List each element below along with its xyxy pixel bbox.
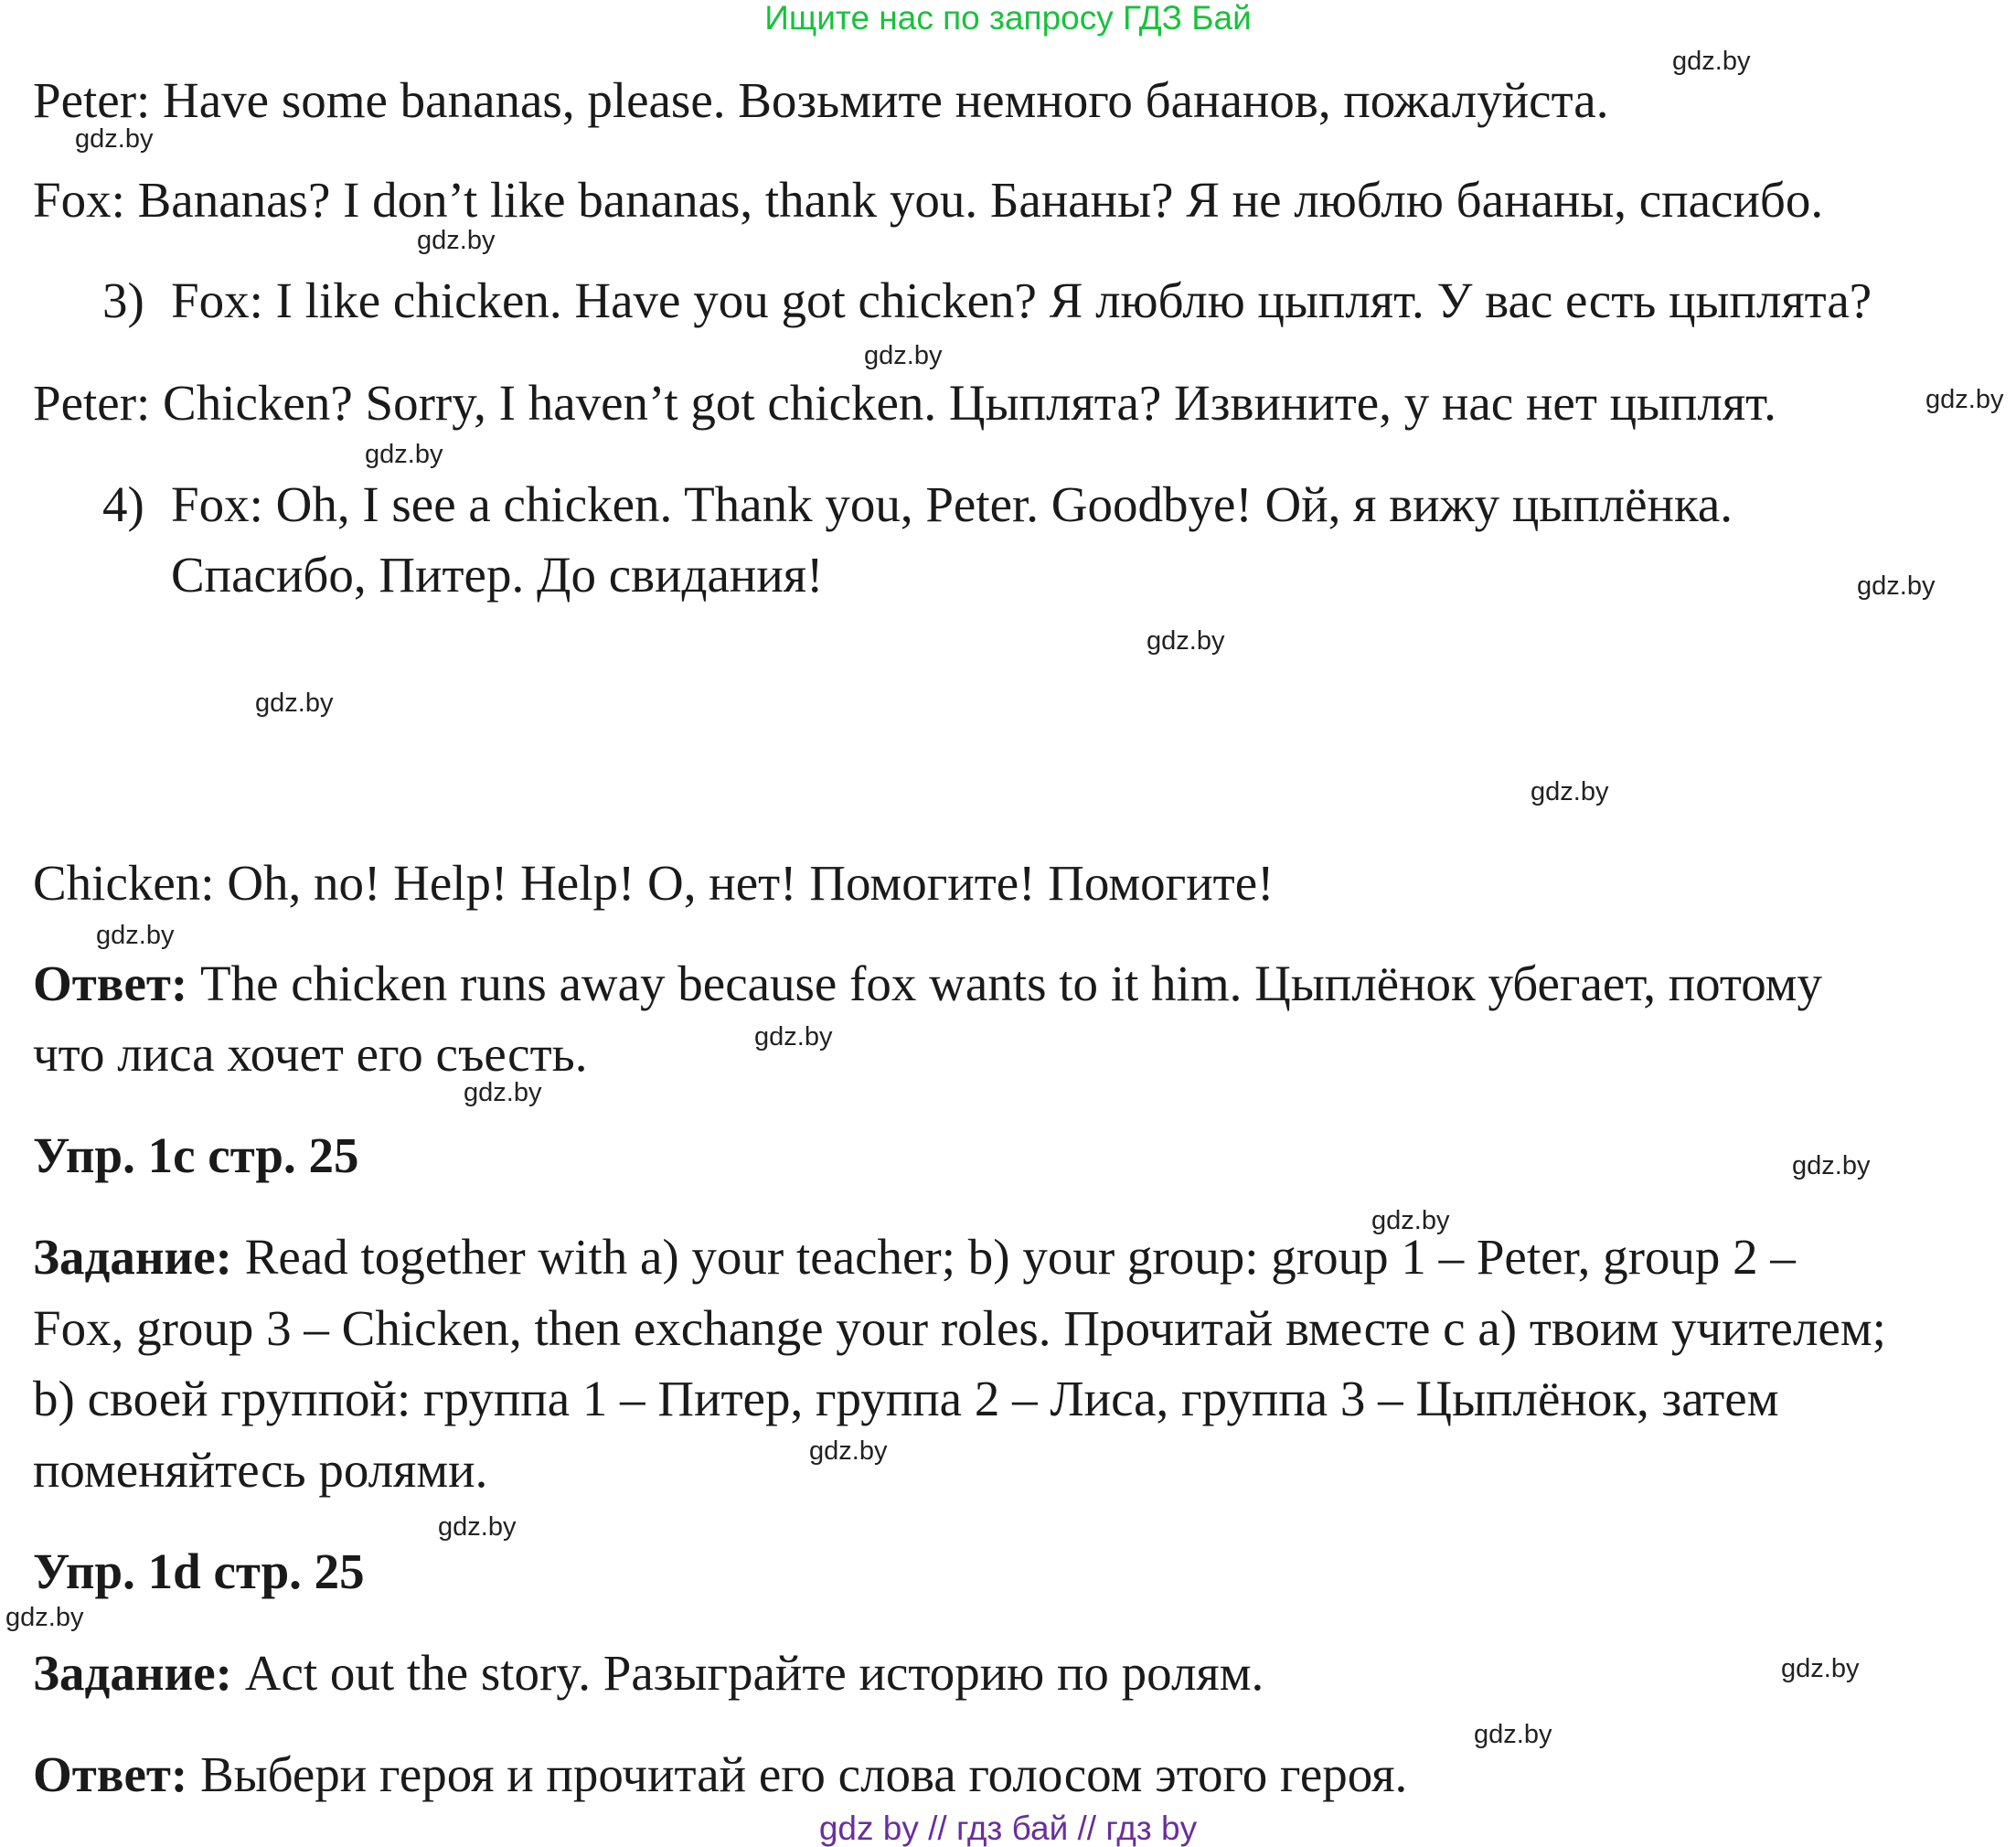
top-banner: Ищите нас по запросу ГДЗ Бай (764, 0, 1252, 37)
watermark: gdz.by (464, 1078, 542, 1107)
bottom-banner: gdz by // гдз бай // гдз by (818, 1810, 1198, 1847)
watermark: gdz.by (1672, 47, 1751, 76)
dialogue-line: Peter: Chicken? Sorry, I haven’t got chicken. Цыплята? Извините, у нас нет цыплят. (33, 375, 1776, 431)
watermark: gdz.by (864, 341, 943, 370)
task-line: Fox, group 3 – Chicken, then exchange your roles. Прочитай вместе с а) твоим учителем; (33, 1300, 1886, 1356)
answer-label: Ответ: (33, 1746, 188, 1802)
task-text: Act out the story. Разыграйте историю по ролям. (231, 1645, 1264, 1701)
watermark: gdz.by (754, 1022, 833, 1052)
answer-line (33, 956, 1822, 1012)
dialogue-line: Спасибо, Питер. До свидания! (171, 547, 824, 603)
watermark: gdz.by (809, 1436, 888, 1466)
watermark: gdz.by (417, 226, 496, 255)
dialogue-line: Fox: Bananas? I don’t like bananas, thank you. Бананы? Я не люблю бананы, спасибо. (33, 172, 1824, 228)
watermark: gdz.by (365, 440, 443, 469)
dialogue-line: Chicken: Oh, no! Help! Help! О, нет! Помогите! Помогите! (33, 855, 1275, 911)
watermark: gdz.by (1781, 1654, 1860, 1683)
watermark: gdz.by (96, 921, 175, 950)
list-number: 3) (102, 272, 144, 328)
watermark: gdz.by (438, 1512, 517, 1542)
dialogue-line: Fox: Oh, I see a chicken. Thank you, Peter. Goodbye! Ой, я вижу цыплёнка. (171, 476, 1733, 532)
task-label: Задание: (33, 1229, 232, 1285)
answer-text: The chicken runs away because fox wants to it him. Цыплёнок убегает, потому (187, 956, 1822, 1011)
watermark: gdz.by (255, 689, 334, 718)
list-number: 4) (102, 476, 144, 532)
watermark: gdz.by (75, 124, 154, 154)
watermark: gdz.by (1792, 1151, 1871, 1180)
task-label: Задание: (33, 1645, 232, 1701)
answer-label: Ответ: (33, 956, 188, 1011)
answer-line (33, 1746, 1407, 1803)
task-text: Read together with a) your teacher; b) your group: group 1 – Peter, group 2 – (231, 1229, 1796, 1285)
task-line (33, 1645, 1264, 1702)
watermark: gdz.by (1531, 777, 1609, 806)
watermark: gdz.by (5, 1603, 84, 1632)
watermark: gdz.by (1857, 571, 1936, 601)
exercise-heading: Упр. 1d стр. 25 (33, 1543, 365, 1599)
answer-line: что лиса хочет его съесть. (33, 1026, 588, 1082)
answer-text: Выбери героя и прочитай его слова голосом этого героя. (187, 1746, 1408, 1802)
task-line: b) своей группой: группа 1 – Питер, группа 2 – Лиса, группа 3 – Цыплёнок, затем (33, 1371, 1779, 1426)
task-line: поменяйтесь ролями. (33, 1442, 488, 1498)
dialogue-line: Peter: Have some bananas, please. Возьмите немного бананов, пожалуйста. (33, 72, 1609, 128)
watermark: gdz.by (1371, 1206, 1450, 1235)
exercise-heading: Упр. 1c стр. 25 (33, 1127, 359, 1183)
watermark: gdz.by (1925, 385, 2004, 414)
task-line (33, 1229, 1796, 1286)
dialogue-line: Fox: I like chicken. Have you got chicken? Я люблю цыплят. У вас есть цыплята? (171, 272, 1872, 328)
watermark: gdz.by (1147, 626, 1225, 656)
watermark: gdz.by (1474, 1720, 1552, 1749)
